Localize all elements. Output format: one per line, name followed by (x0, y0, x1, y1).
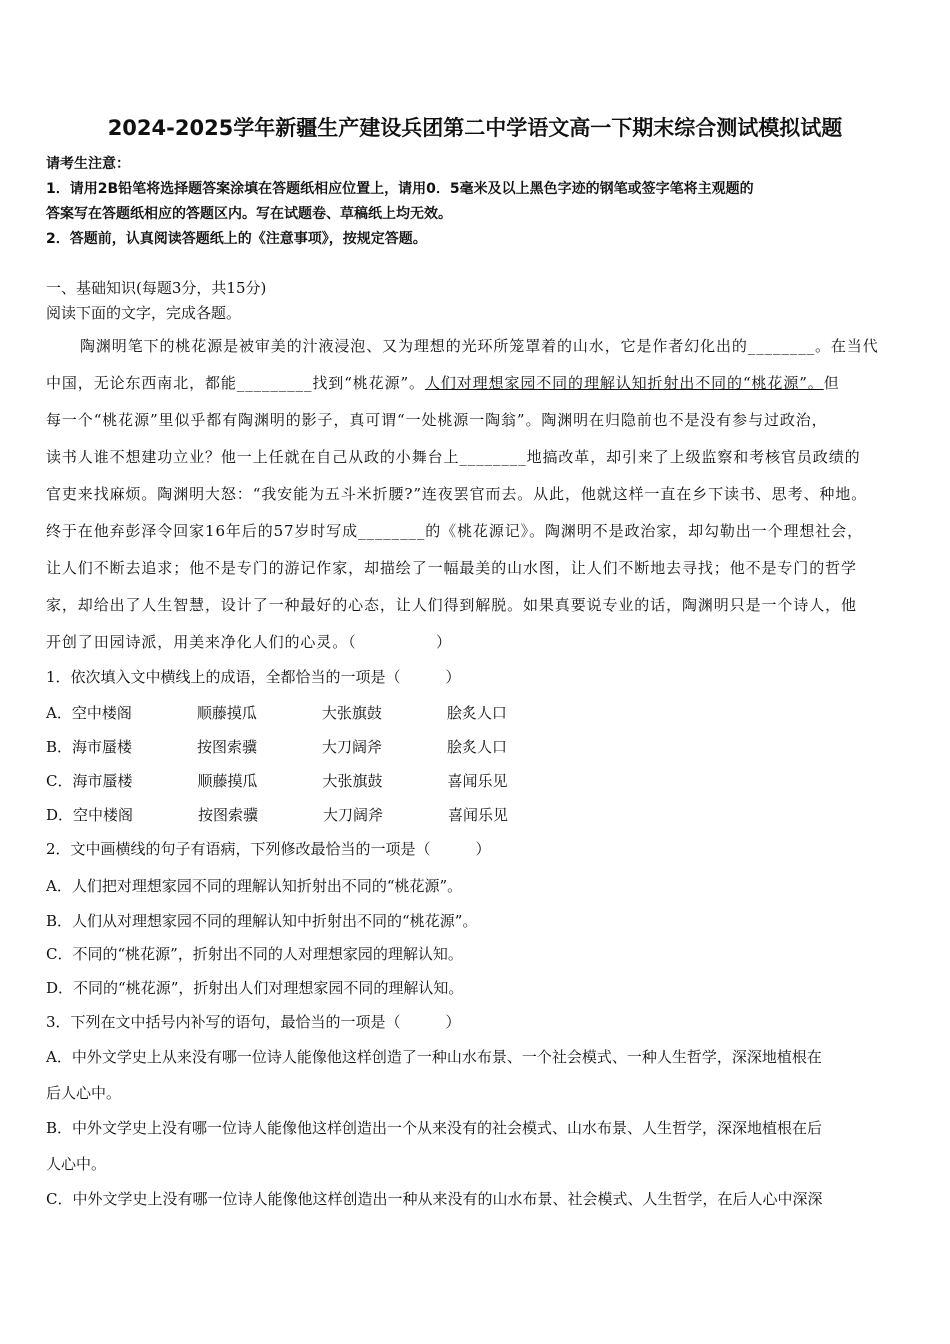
notice-line-1b: 答案写在答题纸相应的答题区内。写在试题卷、草稿纸上均无效。 (46, 206, 452, 222)
question-1-option-b (46, 736, 507, 757)
question-3-option-a-line-2: 后人心中。 (46, 1084, 122, 1102)
notice-line-2: 2．答题前，认真阅读答题纸上的《注意事项》，按规定答题。 (46, 231, 427, 247)
passage-line-9: 开创了田园诗派，用美来净化人们的心灵。（ ） (46, 633, 452, 651)
option-word: 顺藤摸瓜 (197, 772, 258, 790)
option-key: B． (46, 738, 73, 756)
notice-heading: 请考生注意： (46, 156, 130, 172)
question-3-option-b-line-1: B．中外文学史上没有哪一位诗人能像他这样创造出一个从来没有的社会模式、山水布景、人生哲学，深深地植根在后 (46, 1119, 823, 1137)
passage-line-8: 家，却给出了人生智慧，设计了一种最好的心态，让人们得到解脱。如果真要说专业的话，陶渊明只是一个诗人，他 (46, 596, 857, 614)
question-2-option-c: C．不同的“桃花源”，折射出不同的人对理想家园的理解认知。 (46, 945, 463, 963)
passage-line-2 (46, 372, 840, 393)
question-2-stem: 2．文中画横线的句子有语病，下列修改最恰当的一项是（ ） (46, 840, 491, 858)
passage-line-6: 终于在他弃彭泽令回家16年后的57岁时写成________的《桃花源记》。陶渊明不是政治家，却勾勒出一个理想社会， (46, 522, 863, 540)
option-word: 喜闻乐见 (447, 772, 508, 790)
option-key: D． (46, 806, 74, 824)
option-word: 大张旗鼓 (321, 704, 382, 722)
option-word: 空中楼阁 (73, 806, 134, 824)
question-2-option-a: A．人们把对理想家园不同的理解认知折射出不同的“桃花源”。 (46, 877, 463, 895)
option-word: 海市蜃楼 (72, 772, 133, 790)
option-word: 按图索骥 (197, 738, 258, 756)
option-word: 喜闻乐见 (448, 806, 509, 824)
passage-line-2-end: 但 (823, 374, 840, 392)
option-word: 顺藤摸瓜 (196, 704, 257, 722)
question-1-option-c (46, 770, 508, 791)
passage-line-3: 每一个“桃花源”里似乎都有陶渊明的影子，真可谓“一处桃源一陶翁”。陶渊明在归隐前也不是没有参与过政治， (46, 411, 828, 429)
passage-line-5: 官吏来找麻烦。陶渊明大怒：“我安能为五斗米折腰?”连夜罢官而去。从此，他就这样一直在乡下读书、思考、种地。 (46, 485, 868, 503)
page-title: 2024-2025学年新疆生产建设兵团第二中学语文高一下期末综合测试模拟试题 (107, 116, 843, 140)
question-1-option-a (46, 702, 507, 723)
option-word: 大刀阔斧 (322, 738, 383, 756)
question-3-option-a-line-1: A．中外文学史上从来没有哪一位诗人能像他这样创造了一种山水布景、一个社会模式、一种人生哲学，深深地植根在 (46, 1048, 822, 1066)
passage-line-2-start: 中国，无论东西南北，都能_________找到“桃花源”。 (46, 374, 425, 392)
option-word: 海市蜃楼 (72, 738, 133, 756)
passage-line-4: 读书人谁不想建功立业？他一上任就在自己从政的小舞台上________地搞改革，却引来了上级监察和考核官员政绩的 (46, 448, 861, 466)
option-word: 大刀阔斧 (323, 806, 384, 824)
option-key: A． (46, 704, 72, 722)
question-1-stem: 1．依次填入文中横线上的成语，全都恰当的一项是（ ） (46, 668, 461, 686)
option-word: 脍炙人口 (446, 704, 507, 722)
notice-line-1a: 1．请用2B铅笔将选择题答案涂填在答题纸相应位置上，请用0．5毫米及以上黑色字迹的钢笔或签字笔将主观题的 (46, 181, 754, 197)
section-heading: 一、基础知识(每题3分，共15分) (46, 279, 267, 297)
question-1-option-d (46, 804, 508, 825)
section-intro: 阅读下面的文字，完成各题。 (46, 304, 242, 322)
question-2-option-b: B．人们从对理想家园不同的理解认知中折射出不同的“桃花源”。 (46, 912, 478, 930)
question-2-option-d: D．不同的“桃花源”，折射出人们对理想家园不同的理解认知。 (46, 979, 464, 997)
option-word: 大张旗鼓 (322, 772, 383, 790)
option-word: 空中楼阁 (71, 704, 132, 722)
question-3-option-c-line-1: C．中外文学史上没有哪一位诗人能像他这样创造出一种从来没有的山水布景、社会模式、人生哲学，在后人心中深深 (46, 1190, 823, 1208)
underlined-sentence: 人们对理想家园不同的理解认知折射出不同的“桃花源”。 (424, 374, 824, 392)
question-3-stem: 3．下列在文中括号内补写的语句，最恰当的一项是（ ） (46, 1013, 461, 1031)
option-word: 脍炙人口 (447, 738, 508, 756)
option-key: C． (46, 772, 73, 790)
question-3-option-b-line-2: 人心中。 (46, 1155, 107, 1173)
passage-line-1: 陶渊明笔下的桃花源是被审美的汁液浸泡、又为理想的光环所笼罩着的山水，它是作者幻化出的________。在当代 (80, 337, 879, 355)
option-word: 按图索骥 (198, 806, 259, 824)
passage-line-7: 让人们不断去追求；他不是专门的游记作家，却描绘了一幅最美的山水图，让人们不断地去寻找；他不是专门的哲学 (46, 559, 857, 577)
